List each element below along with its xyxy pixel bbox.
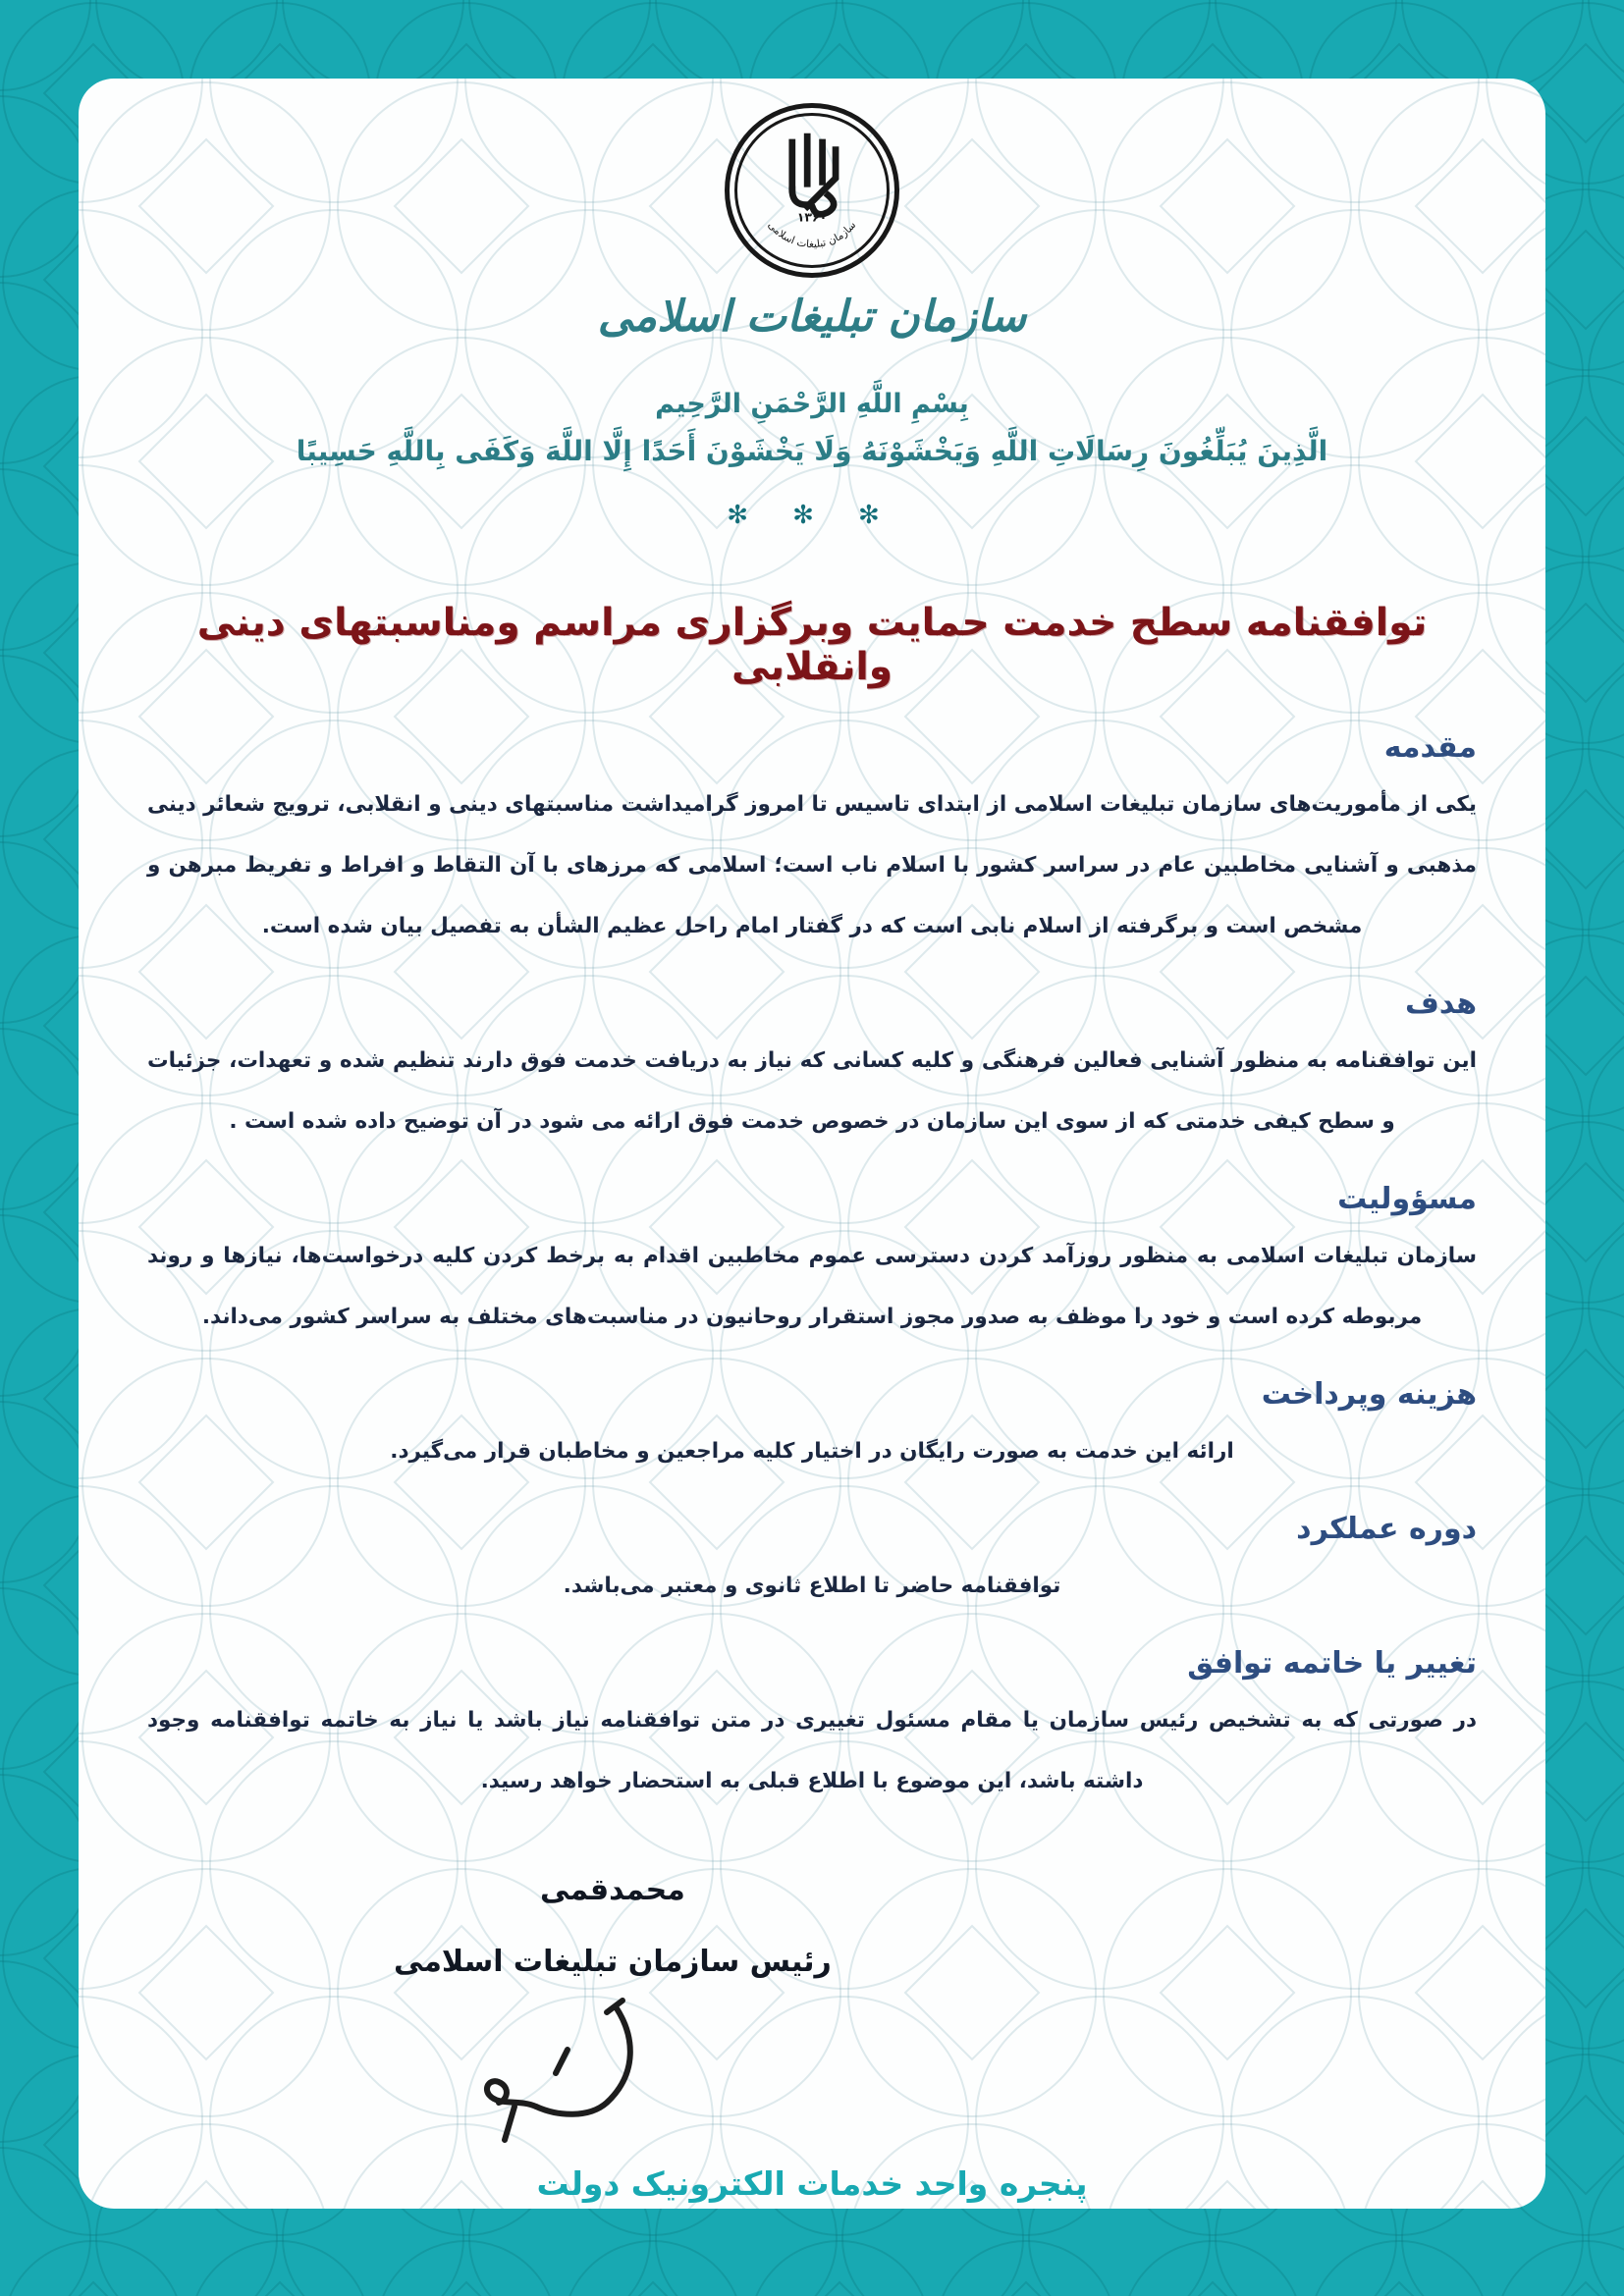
signatory-title: رئیس سازمان تبلیغات اسلامی (393, 1945, 832, 1980)
section-body: یکی از مأموریت‌های سازمان تبلیغات اسلامی از ابتدای تاسیس تا امروز گرامیداشت مناسبتهای دینی و انقلابی، ترویج شعائر دینی مذهبی و آشنایی مخاطبین عام در سراسر کشور با اسلام ناب است؛ اسلامی که مرزهای با آن التقاط و افراط و تفریط مبرهن و مشخص است و برگرفته از اسلام نابی است که در گفتار امام راحل عظیم الشأن به تفصیل بیان شده است. (147, 792, 1477, 939)
section-heading: مقدمه (1383, 730, 1477, 766)
bismillah-line: بِسْمِ اللَّهِ الرَّحْمَنِ الرَّحِيم (655, 389, 969, 419)
section-heading: هدف (1405, 987, 1477, 1022)
seal-year: ۱۳۶۰ (796, 209, 828, 225)
ornament-asterisks: ✻ ✻ ✻ (727, 501, 897, 531)
signature-scribble-icon (442, 1997, 677, 2163)
section-responsibility (147, 1182, 1477, 1348)
section-change-termination (147, 1646, 1477, 1812)
letter-page (79, 79, 1545, 2209)
section-body: سازمان تبلیغات اسلامی به منظور روزآمد کردن دسترسی عموم مخاطبین اقدام به برخط کردن کلیه درخواست‌ها، نیازها و روند مربوطه کرده است و خود را موظف به صدور مجوز استقرار روحانیون در مناسبت‌های مختلف به سراسر کشور می‌داند. (147, 1244, 1477, 1330)
seal-inner-ring (734, 113, 890, 268)
signatory-name: محمدقمی (540, 1873, 685, 1908)
section-body: در صورتی که به تشخیص رئیس سازمان یا مقام مسئول تغییری در متن توافقنامه نیاز باشد یا نیاز به خاتمه توافقنامه وجود داشته باشد، این موضوع با اطلاع قبلی به استحضار خواهد رسید. (147, 1708, 1477, 1794)
organization-seal (147, 103, 1477, 278)
section-introduction (147, 730, 1477, 957)
sections-container (147, 730, 1477, 1812)
section-heading: هزینه وپرداخت (1261, 1377, 1477, 1413)
allah-kufic-calligraphy-icon (737, 116, 887, 265)
section-heading: دوره عملکرد (1296, 1512, 1477, 1547)
bismillah-block (147, 381, 1477, 475)
section-body: این توافقنامه به منظور آشنایی فعالین فرهنگی و کلیه کسانی که نیاز به دریافت خدمت فوق دارند تنظیم شده و تعهدات، جزئیات و سطح کیفی خدمتی که از سوی این سازمان در خصوص خدمت فوق ارائه می شود در آن توضیح داده شده است . (147, 1048, 1477, 1135)
section-body: ارائه این خدمت به صورت رایگان در اختیار کلیه مراجعین و مخاطبان قرار می‌گیرد. (390, 1439, 1234, 1465)
organization-name-calligraphy: سازمان تبلیغات اسلامی (597, 292, 1027, 342)
seal-outer-ring (725, 103, 899, 278)
document-title: توافقنامه سطح خدمت حمایت وبرگزاری مراسم ومناسبتهای دینی وانقلابی (196, 601, 1428, 690)
letter-content (79, 79, 1545, 2209)
section-heading: مسؤولیت (1337, 1182, 1477, 1217)
section-body: توافقنامه حاضر تا اطلاع ثانوی و معتبر می‌باشد. (563, 1574, 1061, 1599)
section-performance-period (147, 1512, 1477, 1617)
section-cost-payment (147, 1377, 1477, 1482)
section-goal (147, 987, 1477, 1152)
seal-ring-text-curved: سازمان تبلیغات اسلامی (765, 219, 859, 251)
section-heading: تغییر یا خاتمه توافق (1187, 1646, 1477, 1682)
quran-verse: الَّذِينَ يُبَلِّغُونَ رِسَالَاتِ اللَّهِ وَيَخْشَوْنَهُ وَلَا يَخْشَوْنَ أَحَدًا إِلَّا اللَّهَ وَكَفَى بِاللَّهِ حَسِيبًا (296, 435, 1328, 468)
handwritten-signature (253, 1997, 865, 2167)
signature-block (307, 1873, 919, 1979)
footer-service-window: پنجره واحد خدمات الکترونیک دولت (536, 2164, 1088, 2203)
